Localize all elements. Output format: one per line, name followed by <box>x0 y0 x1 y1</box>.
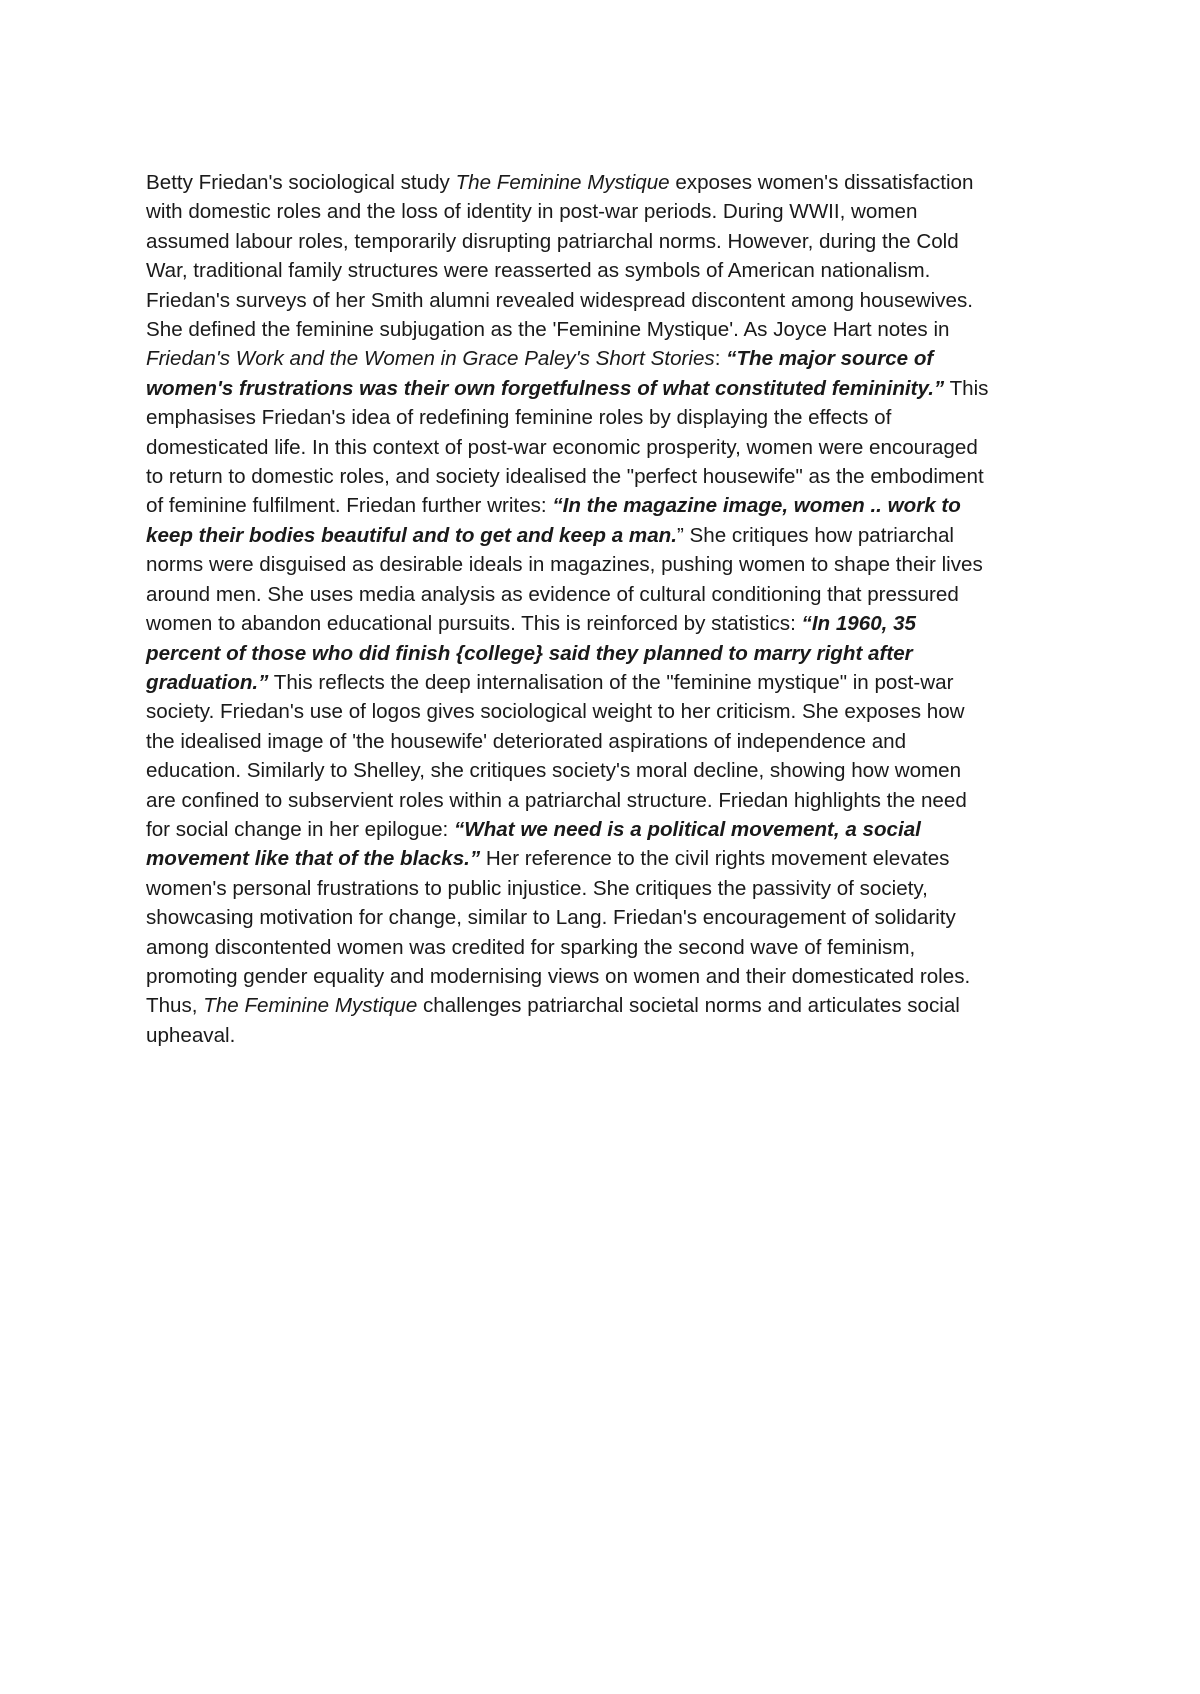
text-segment: education. Similarly to Shelley, she critiques society's moral decline, showing how women <box>146 759 962 783</box>
text-line <box>146 433 1076 462</box>
text-segment: She defined the feminine subjugation as the 'Feminine Mystique'. As Joyce Hart notes in <box>146 318 950 342</box>
text-line <box>146 403 1076 432</box>
text-segment: the idealised image of 'the housewife' deteriorated aspirations of independence and <box>146 729 907 753</box>
text-segment: for social change in her epilogue: <box>146 817 454 841</box>
text-line <box>146 521 1076 550</box>
cited-work-title: Friedan's Work and the Women in Grace Paley's Short Stories <box>146 347 715 371</box>
text-line <box>146 1021 1076 1050</box>
text-segment: Her reference to the civil rights movement elevates <box>480 847 950 871</box>
text-segment: society. Friedan's use of logos gives sociological weight to her criticism. She exposes how <box>146 700 965 724</box>
text-segment: assumed labour roles, temporarily disrupting patriarchal norms. However, during the Cold <box>146 229 959 253</box>
text-segment: around men. She uses media analysis as evidence of cultural conditioning that pressured <box>146 582 959 606</box>
quotation: “What we need is a political movement, a social <box>453 817 921 841</box>
quotation: “In 1960, 35 <box>801 612 917 636</box>
text-line <box>146 550 1076 579</box>
text-line <box>146 286 1076 315</box>
book-title: The Feminine Mystique <box>455 171 670 194</box>
text-segment: ” She critiques how patriarchal <box>676 523 954 547</box>
text-segment: women's personal frustrations to public injustice. She critiques the passivity of society, <box>146 876 928 900</box>
text-line <box>146 491 1076 520</box>
text-line <box>146 668 1076 697</box>
text-line <box>146 227 1076 256</box>
text-line <box>146 462 1076 491</box>
text-segment: domesticated life. In this context of post-war economic prosperity, women were encouraged <box>146 435 978 459</box>
quotation: “The major source of <box>726 347 934 371</box>
text-segment: Thus, <box>146 994 204 1018</box>
text-line <box>146 197 1076 226</box>
text-line <box>146 580 1076 609</box>
text-line <box>146 374 1076 403</box>
text-line <box>146 609 1076 638</box>
text-line <box>146 168 1076 197</box>
text-line <box>146 874 1076 903</box>
quotation: keep their bodies beautiful and to get and keep a man. <box>146 523 677 547</box>
text-line <box>146 844 1076 873</box>
text-segment: exposes women's dissatisfaction <box>669 171 974 194</box>
text-segment: This reflects the deep internalisation of the "feminine mystique" in post-war <box>268 670 954 694</box>
quotation: “In the magazine image, women .. work to <box>552 494 961 518</box>
text-segment: are confined to subservient roles within a patriarchal structure. Friedan highlights the need <box>146 788 967 812</box>
text-segment: : <box>714 347 727 371</box>
quotation: movement like that of the blacks.” <box>146 847 481 871</box>
text-line <box>146 344 1076 373</box>
text-segment: among discontented women was credited for sparking the second wave of feminism, <box>146 935 916 959</box>
text-segment: showcasing motivation for change, similar to Lang. Friedan's encouragement of solidarity <box>146 906 956 930</box>
quotation: graduation.” <box>146 670 269 694</box>
text-segment: This <box>944 376 989 400</box>
text-line <box>146 697 1076 726</box>
text-segment: of feminine fulfilment. Friedan further writes: <box>146 494 553 518</box>
quotation: women's frustrations was their own forgetfulness of what constituted femininity.” <box>146 376 945 400</box>
text-line <box>146 962 1076 991</box>
text-line <box>146 756 1076 785</box>
text-line <box>146 903 1076 932</box>
text-segment: Betty Friedan's sociological study <box>146 171 456 194</box>
text-segment: women to abandon educational pursuits. This is reinforced by statistics: <box>146 612 802 636</box>
text-segment: norms were disguised as desirable ideals in magazines, pushing women to shape their lives <box>146 553 983 577</box>
text-line <box>146 933 1076 962</box>
text-segment: War, traditional family structures were reasserted as symbols of American nationalism. <box>146 259 931 283</box>
essay-paragraph <box>146 168 1076 1050</box>
text-segment: upheaval. <box>146 1023 236 1047</box>
book-title: The Feminine Mystique <box>203 994 418 1018</box>
text-line <box>146 256 1076 285</box>
quotation: percent of those who did finish {college} said they planned to marry right after <box>146 641 913 665</box>
text-segment: to return to domestic roles, and society idealised the "perfect housewife" as the embodiment <box>146 465 984 489</box>
text-line <box>146 639 1076 668</box>
text-segment: Friedan's surveys of her Smith alumni revealed widespread discontent among housewives. <box>146 288 973 312</box>
text-segment: with domestic roles and the loss of identity in post-war periods. During WWII, women <box>146 200 918 224</box>
text-line <box>146 815 1076 844</box>
text-line <box>146 991 1076 1020</box>
text-segment: promoting gender equality and modernising views on women and their domesticated roles. <box>146 964 971 988</box>
text-line <box>146 786 1076 815</box>
text-segment: challenges patriarchal societal norms and articulates social <box>417 994 960 1018</box>
text-line <box>146 727 1076 756</box>
text-segment: emphasises Friedan's idea of redefining feminine roles by displaying the effects of <box>146 406 892 430</box>
text-line <box>146 315 1076 344</box>
